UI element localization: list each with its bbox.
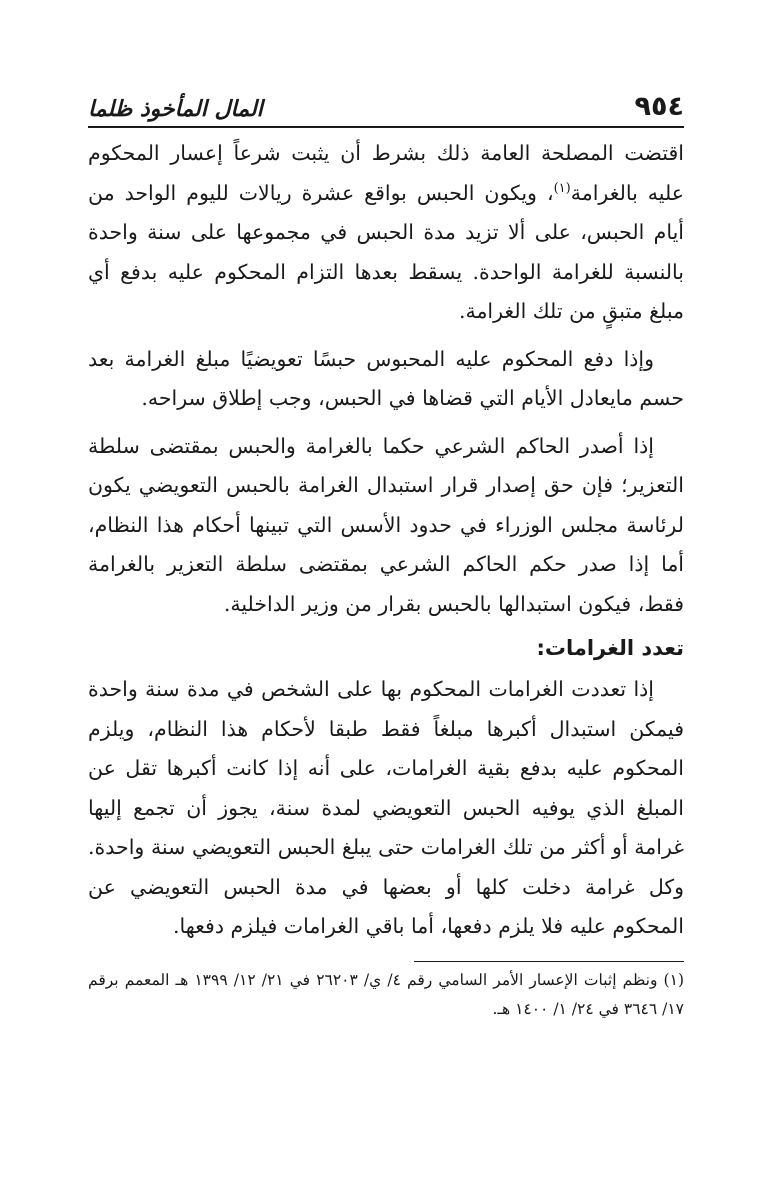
body-text (88, 134, 684, 947)
paragraph-4: إذا تعددت الغرامات المحكوم بها على الشخص في مدة سنة واحدة فيمكن استبدال أكبرها مبلغاً فقط طبقا لأحكام هذا النظام، ويلزم المحكوم عليه بدفع بقية الغرامات، على أنه إذا كانت أكبرها تقل عن المبلغ الذي يوفيه الحبس التعويضي لمدة سنة، يجوز أن تجمع إليها غرامة أو أكثر من تلك الغرامات حتى يبلغ الحبس التعويضي سنة واحدة. وكل غرامة دخلت كلها أو بعضها في مدة الحبس التعويضي عن المحكوم عليه فلا يلزم دفعها، أما باقي الغرامات فيلزم دفعها. (88, 677, 685, 938)
page-number: ٩٥٤ (634, 91, 684, 122)
paragraph-1-start: اقتضت المصلحة العامة ذلك بشرط أن يثبت شرعاً إعسار المحكوم عليه بالغرامة (88, 141, 684, 205)
footnote-reference: (١) (553, 180, 571, 196)
footnote: (١) ونظم إثبات الإعسار الأمر السامي رقم ٤/ ي/ ٢٦٢٠٣ في ٢١/ ١٢/ ١٣٩٩ هـ المعمم برقم ١٧/ ٣٦٤٦ في ٢٤/ ١/ ١٤٠٠ هـ. (88, 970, 684, 1018)
section-heading: تعدد الغرامات: (536, 636, 684, 660)
footnote-divider (414, 961, 684, 962)
paragraph-3: إذا أصدر الحاكم الشرعي حكما بالغرامة والحبس بمقتضى سلطة التعزير؛ فإن حق إصدار قرار استبدال الغرامة بالحبس التعويضي يكون لرئاسة مجلس الوزراء في حدود الأسس التي تبينها أحكام هذا النظام، أما إذا صدر حكم الحاكم الشرعي بمقتضى سلطة التعزير بالغرامة فقط، فيكون استبدالها بالحبس بقرار من وزير الداخلية. (88, 433, 684, 616)
paragraph-1 (88, 134, 684, 332)
book-page (88, 88, 684, 1024)
paragraph-1-end: ، ويكون الحبس بواقع عشرة ريالات لليوم الواحد من أيام الحبس، على ألا تزيد مدة الحبس في مجموعها على سنة واحدة بالنسبة للغرامة الواحدة. يسقط بعدها التزام المحكوم عليه بدفع أي مبلغ متبقٍ من تلك الغرامة. (88, 180, 684, 323)
page-header (88, 88, 684, 128)
paragraph-2: وإذا دفع المحكوم عليه المحبوس حبسًا تعويضيًا مبلغ الغرامة بعد حسم مايعادل الأيام التي قضاها في الحبس، وجب إطلاق سراحه. (88, 346, 684, 410)
running-title: المال المأخوذ ظلما (88, 97, 263, 122)
